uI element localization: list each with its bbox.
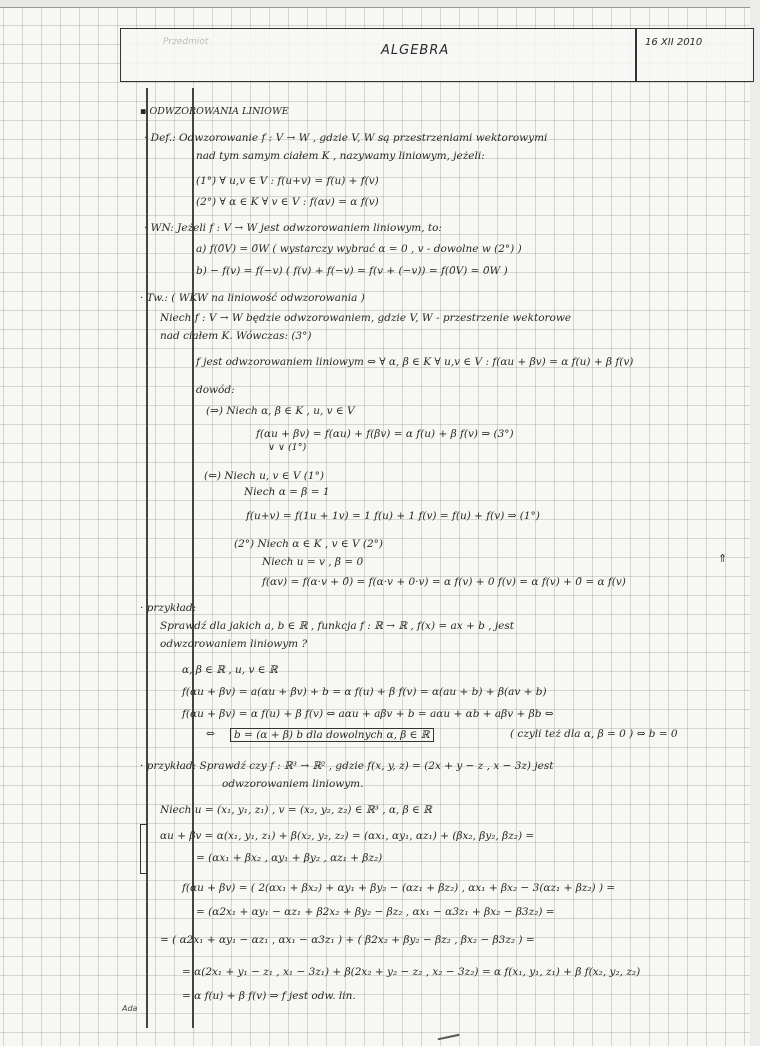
note-line: ( czyli też dla α, β = 0 ) ⇔ b = 0 [510, 728, 678, 740]
page-date: 16 XII 2010 [645, 37, 703, 48]
note-line: nad ciałem K. Wówczas: (3°) [160, 330, 312, 342]
note-line: Niech f : V → W będzie odwzorowaniem, gdzie V, W - przestrzenie wektorowe [160, 312, 572, 324]
note-line: f jest odwzorowaniem liniowym ⇔ ∀ α, β ∈ K ∀ u,v ∈ V : f(αu + βv) = α f(u) + β f(v) [196, 356, 634, 368]
note-line: (1°) ∀ u,v ∈ V : f(u+v) = f(u) + f(v) [196, 175, 379, 187]
note-line: (⇒) Niech α, β ∈ K , u, v ∈ V [206, 405, 355, 417]
note-line: f(αu + βv) = a(αu + βv) + b = α f(u) + β f(v) = α(au + b) + β(av + b) [182, 686, 547, 698]
note-line: b) − f(v) = f(−v) ( f(v) + f(−v) = f(v + (−v)) = f(0̄V) = 0̄W ) [196, 265, 508, 277]
note-line: Niech u = v , β = 0 [262, 556, 364, 568]
note-line: (2°) ∀ α ∈ K ∀ v ∈ V : f(αv) = α f(v) [196, 196, 379, 208]
note-line: Sprawdź dla jakich a, b ∈ ℝ , funkcja f : ℝ → ℝ , f(x) = ax + b , jest [160, 620, 514, 632]
note-line: = (αx₁ + βx₂ , αy₁ + βy₂ , αz₁ + βz₂) [196, 852, 383, 864]
note-line: Niech u = (x₁, y₁, z₁) , v = (x₂, y₂, z₂) ∈ ℝ³ , α, β ∈ ℝ [160, 804, 432, 816]
note-line: f(αu + βv) = f(αu) + f(βv) = α f(u) + β f(v) ⇒ (3°) [256, 428, 514, 440]
note-line: = α(2x₁ + y₁ − z₁ , x₁ − 3z₁) + β(2x₂ + y₂ − z₂ , x₂ − 3z₂) = α f(x₁, y₁, z₁) + β f(x₂, y₂, z₂) [182, 966, 641, 978]
note-line: a) f(0̄V) = 0̄W ( wystarczy wybrać α = 0 , v - dowolne w (2°) ) [196, 243, 522, 255]
note-line: αu + βv = α(x₁, y₁, z₁) + β(x₂, y₂, z₂) = (αx₁, αy₁, αz₁) + (βx₂, βy₂, βz₂) = [160, 830, 535, 842]
note-line: = (α2x₁ + αy₁ − αz₁ + β2x₂ + βy₂ − βz₂ , αx₁ − α3z₁ + βx₂ − β3z₂) = [196, 906, 555, 918]
note-line: nad tym samym ciałem K , nazywamy liniowym, jeżeli: [196, 150, 485, 162]
note-line: · przykład: [140, 602, 197, 614]
note-line: · Def.: Odwzorowanie f : V → W , gdzie V, W są przestrzeniami wektorowymi [144, 132, 548, 144]
note-line: Niech α = β = 1 [244, 486, 330, 498]
note-line: f(αv) = f(α·v + 0̄) = f(α·v + 0·v) = α f(v) + 0 f(v) = α f(v) + 0̄ = α f(v) [262, 576, 626, 588]
note-line: odwzorowaniem liniowym. [222, 778, 364, 790]
note-line: · przykład: Sprawdź czy f : ℝ³ → ℝ² , gdzie f(x, y, z) = (2x + y − z , x − 3z) jest [140, 760, 554, 772]
note-line: (2°) Niech α ∈ K , v ∈ V (2°) [234, 538, 384, 550]
note-line: dowód: [196, 384, 235, 396]
note-line: ∨ ∨ (1°) [268, 442, 307, 453]
note-line: f(αu + βv) = α f(u) + β f(v) ⇔ aαu + aβv + b = aαu + αb + aβv + βb ⇔ [182, 708, 554, 720]
note-line: ⇔ [206, 728, 215, 740]
note-line: ▪ ODWZOROWANIA LINIOWE [140, 106, 289, 117]
note-line: α, β ∈ ℝ , u, v ∈ ℝ [182, 664, 278, 676]
note-line: · Tw.: ( WKW na liniowość odwzorowania ) [140, 292, 365, 304]
note-line: · WN: Jeżeli f : V → W jest odwzorowaniem liniowym, to: [144, 222, 442, 234]
note-line: f(u+v) = f(1u + 1v) = 1 f(u) + 1 f(v) = f(u) + f(v) ⇒ (1°) [246, 510, 540, 522]
note-line: = ( α2x₁ + αy₁ − αz₁ , αx₁ − α3z₁ ) + ( β2x₂ + βy₂ − βz₂ , βx₂ − β3z₂ ) = [160, 934, 535, 946]
note-line: = α f(u) + β f(v) ⇒ f jest odw. lin. [182, 990, 356, 1002]
signature: Ada [122, 1004, 138, 1013]
up-arrow-icon: ⇑ [718, 552, 728, 565]
note-line: (⇐) Niech u, v ∈ V (1°) [204, 470, 324, 482]
header-ghost-label: Przedmiot [163, 37, 209, 47]
note-line: b = (α + β) b dla dowolnych α, β ∈ ℝ [230, 728, 434, 742]
page-title: ALGEBRA [381, 43, 450, 58]
note-line: odwzorowaniem liniowym ? [160, 638, 308, 650]
note-line: f(αu + βv) = ( 2(αx₁ + βx₂) + αy₁ + βy₂ − (αz₁ + βz₂) , αx₁ + βx₂ − 3(αz₁ + βz₂) ) = [182, 882, 616, 894]
